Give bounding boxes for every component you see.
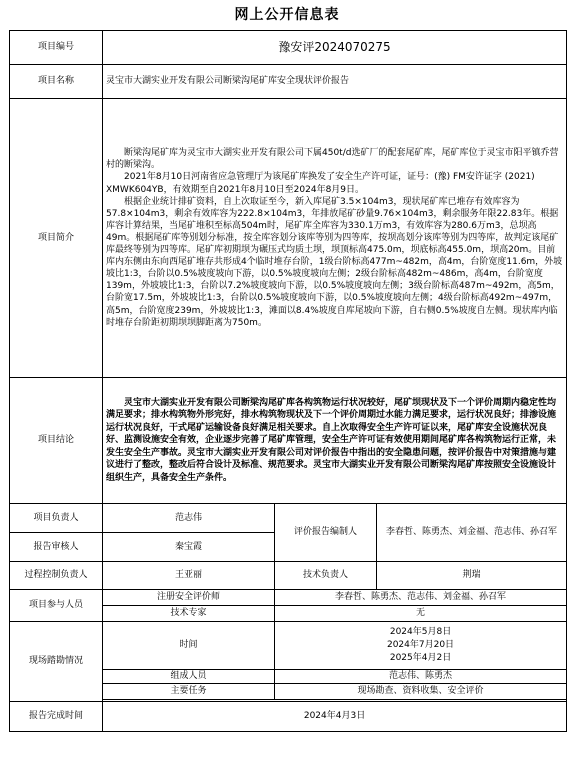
site-date: 2024年5月8日 — [389, 627, 452, 637]
conclusion-label: 项目结论 — [10, 378, 103, 504]
intro-label: 项目简介 — [10, 99, 103, 378]
intro-paragraph: 根据企业统计排矿资料，自上次取证至今，新入库尾矿3.5×104m3，现状尾矿库已堆存有效库容为57.8×104m3，剩余有效库容为222.8×104m3，年排放尾矿砂量9.76×104m3，剩余服务年限22.83年。根据库容计算结果，当尾矿堆积至标高504m时，尾矿库全库容为330.1万m3，有效库容为280.6万m3，总坝高49m。根据尾矿库等别划分标准，按全库容划分该库等别为四等库，按坝高划分该库等别为四等库，故判定该尾矿库最终等别为四等库。尾矿库初期坝为碾压式均质土坝，坝顶标高475.0m，坝底标高455.0m，坝高20m。目前库内东侧由东向西尾矿堆存共形成4个临时堆存台阶，1级台阶标高477m~482m，高4m，台阶宽度11.6m，外坡坡比1:3，台阶以0.5%坡度坡向下游，以0.5%坡度坡向左侧；2级台阶标高482m~486m，高4m，台阶宽度139m，外坡坡比1:3，台阶以7.2%坡度坡向下游，以0.5%坡度坡向左侧；3级台阶标高487m~492m，高5m，台阶宽17.5m，外坡坡比1:3，台阶以0.5%坡度坡向下游，以0.5%坡度坡向左侧；4级台阶标高492m~497m，高5m，台阶宽度239m，外坡坡比1:3，滩面以8.4%坡度自库尾坡向下游，自右侧0.5%坡度自左侧。现状库内临时堆存台阶距初期坝坝脚距离为750m。 — [106, 196, 563, 328]
task-label: 主要任务 — [103, 684, 275, 700]
experts-label: 技术专家 — [103, 606, 275, 622]
experts-value: 无 — [275, 606, 567, 622]
participants-label: 项目参与人员 — [10, 590, 103, 622]
reviewer-label: 报告审核人 — [10, 533, 103, 562]
info-table — [9, 30, 567, 732]
site-date: 2025年4月2日 — [389, 653, 452, 663]
project-name-label: 项目名称 — [10, 65, 103, 99]
process-label: 过程控制负责人 — [10, 562, 103, 590]
project-no-value: 豫安评2024070275 — [103, 31, 567, 65]
tech-lead-label: 技术负责人 — [275, 562, 377, 590]
process-value: 王亚丽 — [103, 562, 275, 590]
intro-text — [103, 99, 567, 378]
task-value: 现场勘查、资料收集、安全评价 — [275, 684, 567, 700]
members-value: 范志伟、陈勇杰 — [275, 670, 567, 684]
members-label: 组成人员 — [103, 670, 275, 684]
site-dates — [275, 622, 567, 670]
assessors-label: 注册安全评价师 — [103, 590, 275, 606]
site-label: 现场踏勘情况 — [10, 622, 103, 702]
writers-label: 评价报告编制人 — [275, 504, 377, 562]
assessors-value: 李春哲、陈勇杰、范志伟、刘金福、孙召军 — [275, 590, 567, 606]
leader-value: 范志伟 — [103, 504, 275, 533]
project-no-label: 项目编号 — [10, 31, 103, 65]
intro-paragraph: 断梁沟尾矿库为灵宝市大湖实业开发有限公司下属450t/d选矿厂的配套尾矿库，尾矿库位于灵宝市阳平镇乔营村的断梁沟。 — [106, 148, 559, 171]
conclusion-text: 灵宝市大湖实业开发有限公司断梁沟尾矿库各构筑物运行状况较好，尾矿坝现状及下一个评价周期内稳定性均满足要求；排水构筑物外形完好，排水构筑物现状及下一个评价周期过水能力满足要求，运行状况良好；排渗设施运行状况良好，干式尾矿运输设备良好满足相关要求。自上次取得安全生产许可证以来，尾矿库安全设施状况良好、监测设施安全有效，企业逐步完善了尾矿库管理，安全生产许可证有效使用期间尾矿库各构筑物运行正常，未发生安全生产事故。灵宝市大湖实业开发有限公司对评价报告中指出的安全隐患问题，按评价报告中对策措施与建议进行了整改，整改后符合设计及标准、规范要求。灵宝市大湖实业开发有限公司断梁沟尾矿库按照安全设施设计组织生产，具备安全生产条件。 — [103, 378, 567, 504]
completion-label: 报告完成时间 — [10, 702, 103, 732]
reviewer-value: 秦宝霞 — [103, 533, 275, 562]
tech-lead-value: 荆瑞 — [377, 562, 567, 590]
site-time-label: 时间 — [103, 622, 275, 670]
completion-value: 2024年4月3日 — [103, 702, 567, 732]
page-title: 网上公开信息表 — [234, 7, 340, 23]
project-name-value: 灵宝市大湖实业开发有限公司断梁沟尾矿库安全现状评价报告 — [103, 65, 567, 99]
intro-paragraph: 2021年8月10日河南省应急管理厅为该尾矿库换发了安全生产许可证，证号：(豫) FM安许证字 (2021) XMWK604YB，有效期至自2021年8月10日至2024年8月9日。 — [106, 172, 535, 195]
writers-value: 李春哲、陈勇杰、刘金福、范志伟、孙召军 — [377, 504, 567, 562]
leader-label: 项目负责人 — [10, 504, 103, 533]
site-date: 2024年7月20日 — [386, 640, 455, 650]
